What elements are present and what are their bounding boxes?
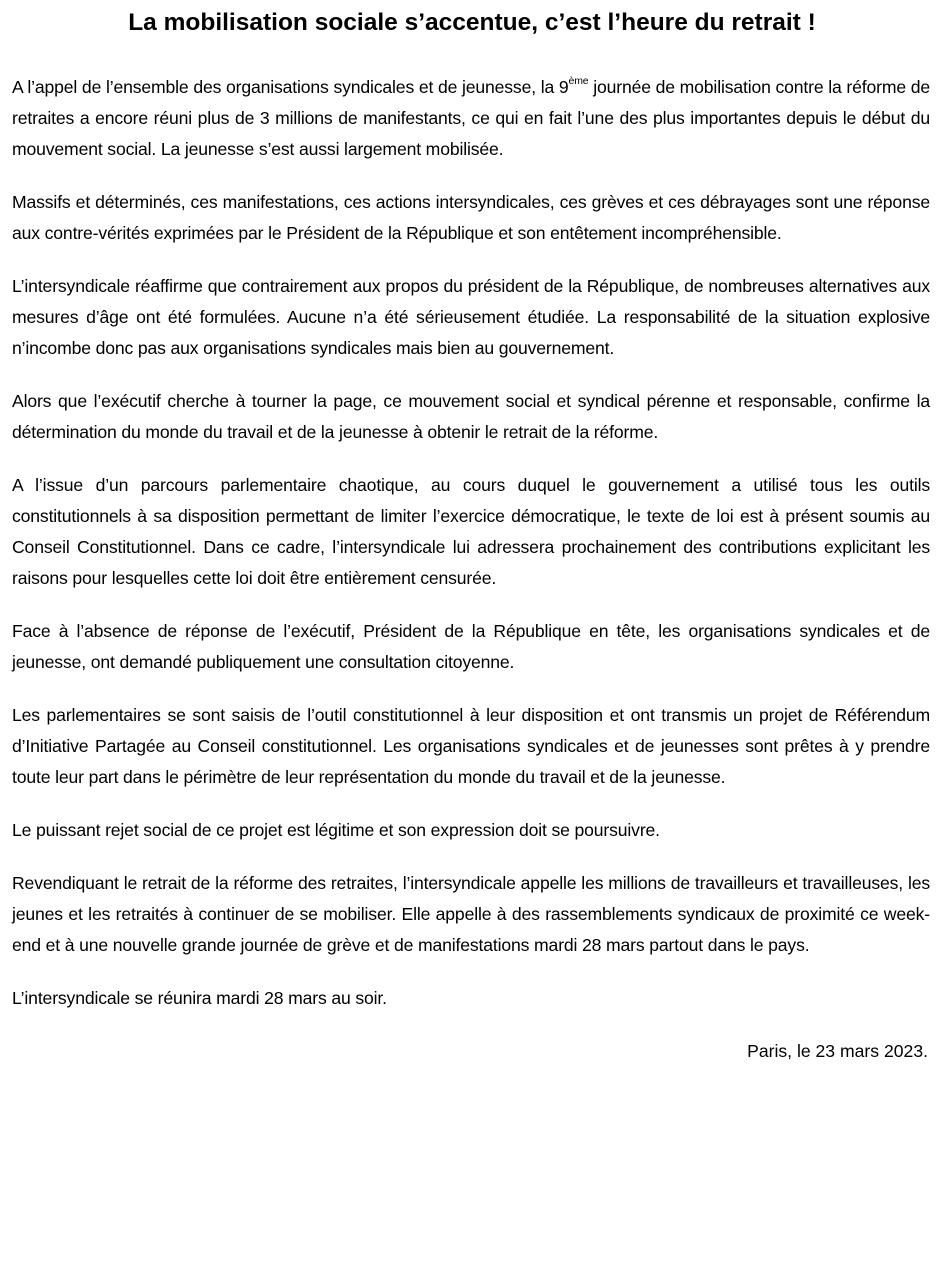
- paragraph-3: L’intersyndicale réaffirme que contrairement aux propos du président de la République, de nombreuses alternatives aux mesures d’âge ont été formulées. Aucune n’a été sérieusement étudiée. La responsabilité de la situation explosive n’incombe donc pas aux organisations syndicales mais bien au gouvernement.: [12, 276, 930, 358]
- document-title: La mobilisation sociale s’accentue, c’est l’heure du retrait !: [128, 9, 816, 36]
- ordinal-superscript: ème: [568, 75, 589, 88]
- paragraph-9: Revendiquant le retrait de la réforme des retraites, l’intersyndicale appelle les millions de travailleurs et travailleuses, les jeunes et les retraités à continuer de se mobiliser. Elle appelle à des rassemblements syndicaux de proximité ce week-end et à une nouvelle grande journée de grève et de manifestations mardi 28 mars partout dans le pays.: [12, 873, 930, 955]
- paragraph-4: Alors que l’exécutif cherche à tourner la page, ce mouvement social et syndical pérenne et responsable, confirme la détermination du monde du travail et de la jeunesse à obtenir le retrait de la réforme.: [12, 391, 930, 442]
- signature-date: Paris, le 23 mars 2023.: [747, 1041, 928, 1061]
- paragraph-10: L’intersyndicale se réunira mardi 28 mars au soir.: [12, 988, 387, 1008]
- paragraph-5: A l’issue d’un parcours parlementaire chaotique, au cours duquel le gouvernement a utilisé tous les outils constitutionnels à sa disposition permettant de limiter l’exercice démocratique, le texte de loi est à présent soumis au Conseil Constitutionnel. Dans ce cadre, l’intersyndicale lui adressera prochainement des contributions explicitant les raisons pour lesquelles cette loi doit être entièrement censurée.: [12, 475, 930, 588]
- paragraph-1-start: A l’appel de l’ensemble des organisations syndicales et de jeunesse, la 9: [12, 77, 569, 97]
- paragraph-1-end: journée de mobilisation contre la réforme de retraites a encore réuni plus de 3 millions de manifestants, ce qui en fait l’une des plus importantes depuis le début du mouvement social. La jeunesse s’est aussi largement mobilisée.: [12, 77, 930, 159]
- paragraph-1: [12, 72, 930, 165]
- paragraph-2: Massifs et déterminés, ces manifestations, ces actions intersyndicales, ces grèves et ces débrayages sont une réponse aux contre-vérités exprimées par le Président de la République et son entêtement incompréhensible.: [12, 192, 930, 243]
- paragraph-7: Les parlementaires se sont saisis de l’outil constitutionnel à leur disposition et ont transmis un projet de Référendum d’Initiative Partagée au Conseil constitutionnel. Les organisations syndicales et de jeunesses sont prêtes à y prendre toute leur part dans le périmètre de leur représentation du monde du travail et de la jeunesse.: [12, 705, 930, 787]
- paragraph-8: Le puissant rejet social de ce projet est légitime et son expression doit se poursuivre.: [12, 820, 660, 840]
- paragraph-6: Face à l’absence de réponse de l’exécutif, Président de la République en tête, les organisations syndicales et de jeunesse, ont demandé publiquement une consultation citoyenne.: [12, 621, 930, 672]
